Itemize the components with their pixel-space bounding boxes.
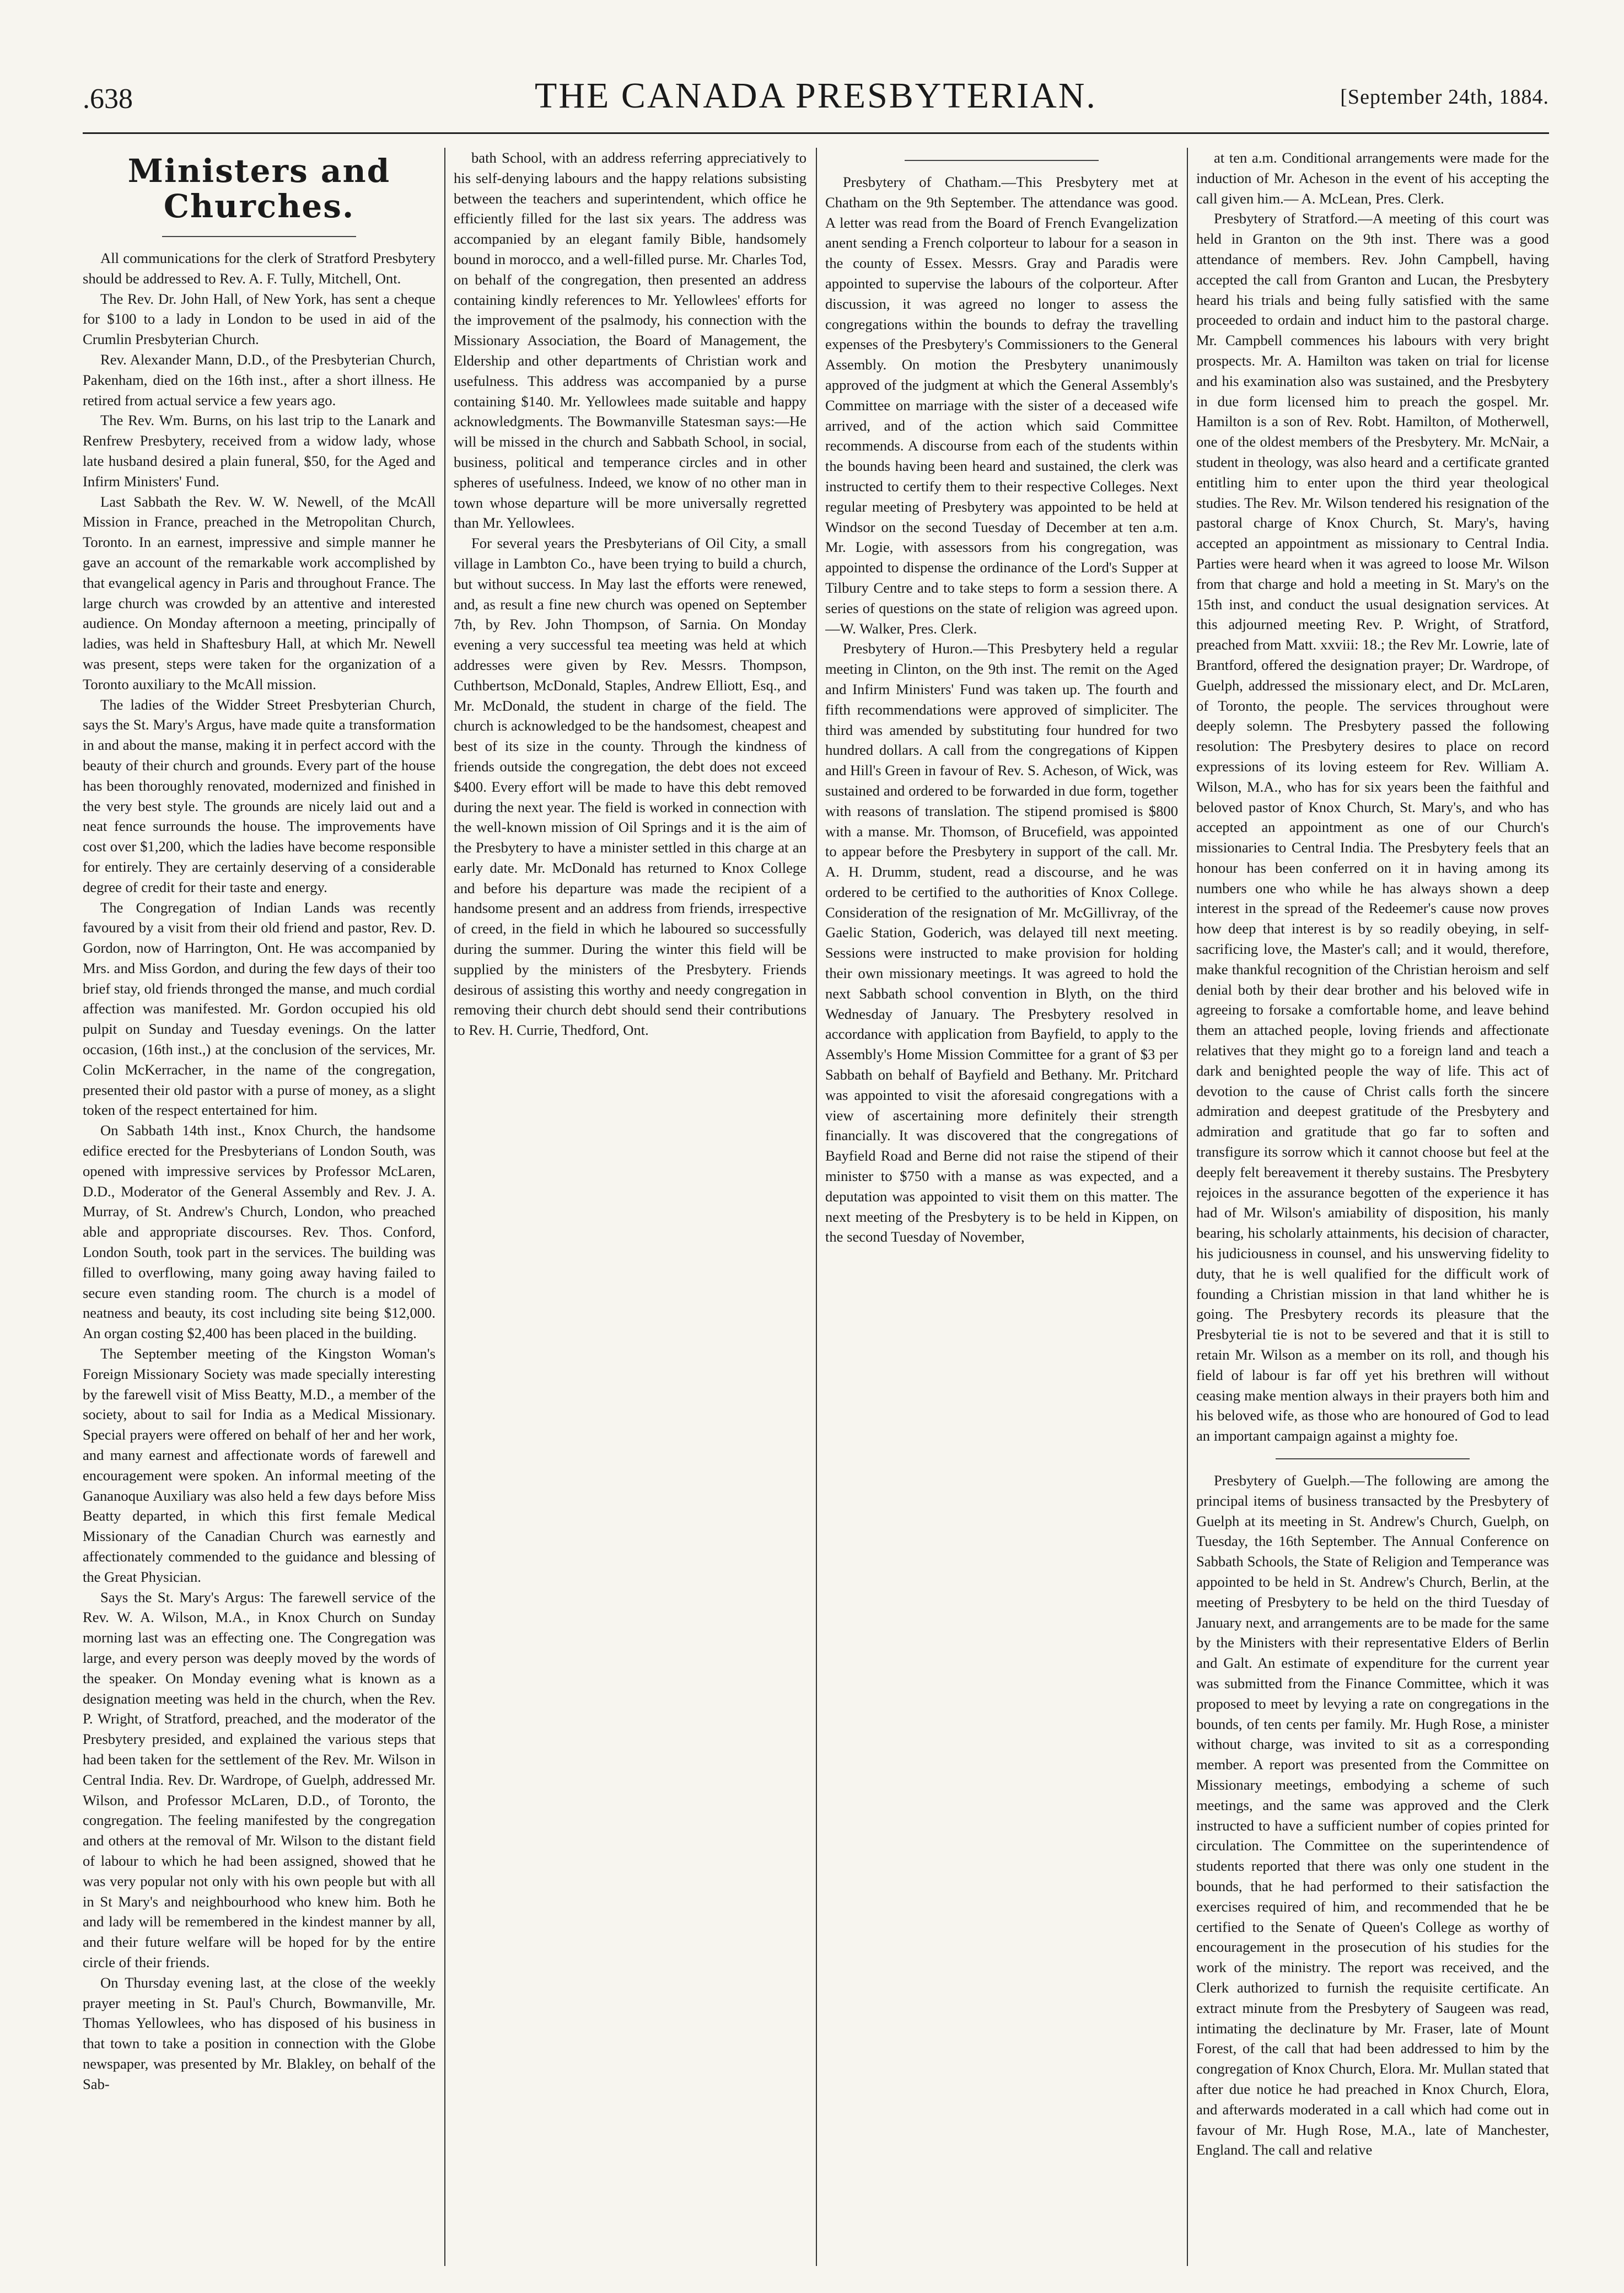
- column-divider: [444, 148, 445, 2266]
- article-paragraph: Presbytery of Guelph.—The following are among the principal items of business transacted by the Presbytery of Guelph at its meeting in St. Andrew's Church, Guelph, on Tuesday, the 16th September. The Annual Conference on Sabbath Schools, the State of Religion and Temperance was appointed to be held in St. Andrew's Church, Berlin, at the meeting of Presbytery to be held on the third Tuesday of January next, and arrangements are to be made for the same by the Ministers with their representative Elders of Berlin and Galt. An estimate of expenditure for the current year was submitted from the Finance Committee, which it was proposed to meet by levying a rate on congregations in the bounds, of ten cents per family. Mr. Hugh Rose, a minister without charge, was invited to sit as a corresponding member. A report was presented from the Committee on Missionary meetings, embodying a scheme of such meetings, and the same was approved and the Clerk instructed to have a sufficient number of copies printed for circulation. The Committee on the superintendence of students reported that there was only one student in the bounds, that he had performed to their satisfaction the exercises required of him, and recommended that he be certified to the Senate of Queen's College as worthy of encouragement in the prosecution of his studies for the work of the ministry. The report was received, and the Clerk authorized to furnish the requisite certificate. An extract minute from the Presbytery of Saugeen was read, intimating the declinature by Mr. Fraser, late of Mount Forest, of the call that had been addressed to him by the congregation of Knox Church, Elora. Mr. Mullan stated that after due notice he had preached in Knox Church, Elora, and afterwards moderated in a call which had come out in favour of Mr. Hugh Rose, M.A., late of Manchester, England. The call and relative: [1196, 1472, 1549, 2158]
- journal-title: THE CANADA PRESBYTERIAN.: [535, 76, 1097, 116]
- article-paragraph: The Rev. Dr. John Hall, of New York, has sent a cheque for $100 to a lady in London to be used in aid of the Crumlin Presbyterian Church.: [83, 290, 435, 348]
- article-paragraph: Presbytery of Stratford.—A meeting of this court was held in Granton on the 9th inst. There was a good attendance of members. Rev. John Campbell, having accepted the call from Granton and Lucan, the Presbytery heard his trials and being fully satisfied with the same proceeded to ordain and induct him to the pastoral charge. Mr. Campbell commences his labours with very bright prospects. Mr. A. Hamilton was taken on trial for license and his examination also was sustained, and the Presbytery in due form licensed him to preach the gospel. Mr. Hamilton is a son of Rev. Robt. Hamilton, of Motherwell, one of the oldest members of the Presbytery. Mr. McNair, a student in theology, was also heard and a certificate granted entitling him to enter upon the third year theological studies. The Rev. Mr. Wilson tendered his resignation of the pastoral charge of Knox Church, St. Mary's, having accepted an appointment as missionary to Central India. Parties were heard when it was agreed to loose Mr. Wilson from that charge and hold a meeting in St. Mary's on the 15th inst, and conduct the usual designation services. At this adjourned meeting Rev. P. Wright, of Stratford, preached from Matt. xxviii: 18.; the Rev Mr. Lowrie, late of Brantford, offered the designation prayer; Dr. Wardrope, of Guelph, addressed the missionary elect, and Dr. McLaren, of Toronto, the people. The services throughout were deeply solemn. The Presbytery passed the following resolution: The Presbytery desires to place on record expressions of its loving esteem for Rev. William A. Wilson, M.A., who has for six years been the faithful and beloved pastor of Knox Church, St. Mary's, and who has accepted an appointment as one of our Church's missionaries to Central India. The Presbytery feels that an honour has been conferred on it in having among its numbers one who while he has always shown a deep interest in the spread of the Redeemer's cause now proves how deep that interest is by so readily obeying, in self-sacrificing love, the Master's call; and it would, therefore, make thankful recognition of the Christian heroism and self denial both by their dear brother and his beloved wife in agreeing to forsake a comfortable home, and leave behind them an attached people, loving friends and affectionate relatives that they might go to a foreign land and teach a dark and benighted people the way of life. This act of devotion to the cause of Christ calls forth the sincere admiration and deepest gratitude of the Presbytery and admiration and gratitude that go far to soften and transfigure its sorrow which it cannot choose but feel at the deeply felt bereavement it thereby sustains. The Presbytery rejoices in the assurance begotten of the experience it has had of Mr. Wilson's amiability of disposition, his manly bearing, his scholarly attainments, his decision of character, his judiciousness in counsel, and his unswerving fidelity to duty, that he is well qualified for the difficult work of founding a Christian mission in that land whither he is going. The Presbytery records its pleasure that the Presbyterial tie is not to be severed and that it is still to retain Mr. Wilson as a member on its roll, and though his field of labour is far off yet his brethren will without ceasing make mention always in their prayers both him and his beloved wife, as those who are honoured of God to lead an important campaign against a mighty foe.: [1196, 210, 1549, 1444]
- article-paragraph: For several years the Presbyterians of Oil City, a small village in Lambton Co., have been trying to build a church, but without success. In May last the efforts were renewed, and, as result a fine new church was opened on September 7th, by Rev. John Thompson, of Sarnia. On Monday evening a very successful tea meeting was held at which addresses were given by Rev. Messrs. Thompson, Cuthbertson, McDonald, Staples, Andrew Elliott, Esq., and Mr. McDonald, the student in charge of the field. The church is acknowledged to be the handsomest, cheapest and best of its size in the county. Through the kindness of friends outside the congregation, the debt does not exceed $400. Every effort will be made to have this debt removed during the next year. The field is worked in connection with the well-known mission of Oil Springs and it is the aim of the Presbytery to have a minister settled in this charge at an early date. Mr. McDonald has returned to Knox College and before his departure was made the recipient of a handsome present and an address from friends, irrespective of creed, in the field in which he laboured so successfully during the summer. During the winter this field will be supplied by the ministers of the Presbytery. Friends desirous of assisting this worthy and needy congregation in removing their church debt should send their contributions to Rev. H. Currie, Thedford, Ont.: [454, 535, 806, 1039]
- column-4: [1196, 148, 1549, 2266]
- column-2: [454, 148, 806, 2266]
- issue-date: [September 24th, 1884.: [1340, 85, 1549, 109]
- article-paragraph: Rev. Alexander Mann, D.D., of the Presbyterian Church, Pakenham, died on the 16th inst., after a short illness. He retired from actual service a few years ago.: [83, 351, 435, 409]
- column-3: [825, 148, 1178, 2266]
- article-paragraph: The Congregation of Indian Lands was recently favoured by a visit from their old friend and pastor, Rev. D. Gordon, now of Harrington, Ont. He was accompanied by Mrs. and Miss Gordon, and during the few days of their too brief stay, old friends thronged the manse, and much cordial affection was manifested. Mr. Gordon occupied his old pulpit on Sunday and Tuesday evenings. On the latter occasion, (16th inst.,) at the conclusion of the services, Mr. Colin McKerracher, in the name of the congregation, presented their old pastor with a purse of money, as a slight token of the respect entertained for him.: [83, 899, 435, 1119]
- column-1: [83, 148, 435, 2266]
- column-3-text: [825, 160, 1178, 1247]
- article-paragraph: Says the St. Mary's Argus: The farewell service of the Rev. W. A. Wilson, M.A., in Knox Church on Sunday morning last was an effecting one. The Congregation was large, and every person was deeply moved by the words of the speaker. On Monday evening what is known as a designation meeting was held in the church, when the Rev. P. Wright, of Stratford, preached, and the moderator of the Presbytery presided, and explained the various steps that had been taken for the settlement of the Rev. Mr. Wilson in Central India. Rev. Dr. Wardrope, of Guelph, addressed Mr. Wilson, and Professor McLaren, D.D., of Toronto, the congregation. The feeling manifested by the congregation and others at the removal of Mr. Wilson to the distant field of labour to which he had been assigned, showed that he was very popular not only with his own people but with all in St Mary's and neighbourhood who knew him. Both he and lady will be remembered in the kindest manner by all, and their future welfare will be hoped for by the entire circle of their friends.: [83, 1588, 435, 1970]
- article-paragraph: The ladies of the Widder Street Presbyterian Church, says the St. Mary's Argus, have made quite a transformation in and about the manse, making it in perfect accord with the beauty of their church and grounds. Every part of the house has been thoroughly renovated, modernized and finished in the very best style. The grounds are nicely laid out and a neat fence surrounds the house. The improvements have cost over $1,200, which the ladies have become responsible for entirely. They are certainly deserving of a considerable degree of credit for their taste and energy.: [83, 696, 435, 895]
- article-paragraph: Presbytery of Huron.—This Presbytery held a regular meeting in Clinton, on the 9th inst. The remit on the Aged and Infirm Ministers' Fund was taken up. The fourth and fifth recommendations were approved of simpliciter. The third was amended by substituting four hundred for two hundred dollars. A call from the congregations of Kippen and Hill's Green in favour of Rev. S. Acheson, of Wick, was sustained and ordered to be forwarded in due form, together with reasons of translation. The stipend promised is $800 with a manse. Mr. Thomson, of Brucefield, was appointed to appear before the Presbytery in support of the call. Mr. A. H. Drumm, student, read a discourse, and he was ordered to be certified to the authorities of Knox College. Consideration of the resignation of Mr. McGillivray, of the Gaelic Station, Goderich, was delayed till next meeting. Sessions were instructed to make provision for holding their own missionary meetings. It was agreed to hold the next Sabbath school convention in Blyth, on the third Wednesday of January. The Presbytery resolved in accordance with application from Bayfield, to apply to the Assembly's Home Mission Committee for a grant of $3 per Sabbath on behalf of Bayfield and Bethany. Mr. Pritchard was appointed to visit the aforesaid congregations with a view of ascertaining more definitely their strength financially. It was discovered that the congregations of Bayfield Road and Berne did not raise the stipend of their minister to $750 with a manse as was expected, and a deputation was appointed to visit them on this matter. The next meeting of the Presbytery is to be held in Kippen, on the second Tuesday of November,: [825, 640, 1178, 1245]
- page-number: .638: [83, 83, 133, 115]
- article-paragraph: On Thursday evening last, at the close of the weekly prayer meeting in St. Paul's Church, Bowmanville, Mr. Thomas Yellowlees, who has disposed of his business in that town to take a position in connection with the Globe newspaper, was presented by Mr. Blakley, on behalf of the Sab-: [83, 1974, 435, 2092]
- article-paragraph: The Rev. Wm. Burns, on his last trip to the Lanark and Renfrew Presbytery, received from a widow lady, whose late husband desired a plain funeral, $50, for the Aged and Infirm Ministers' Fund.: [83, 412, 435, 490]
- header-rule: [83, 132, 1549, 134]
- article-paragraph: at ten a.m. Conditional arrangements were made for the induction of Mr. Acheson in the event of his accepting the call given him.— A. McLean, Pres. Clerk.: [1196, 149, 1549, 207]
- columns: [83, 148, 1549, 2266]
- article-paragraph: bath School, with an address referring appreciatively to his self-denying labours and the happy relations subsisting between the teachers and superintendent, which office he efficiently filled for the last six years. The address was accompanied by an elegant family Bible, handsomely bound in morocco, and a well-filled purse. Mr. Charles Tod, on behalf of the congregation, then presented an address containing kindly references to Mr. Yellowlees' efforts for the improvement of the psalmody, his connection with the Missionary Association, the Board of Management, the Eldership and other departments of Christian work and usefulness. This address was accompanied by a purse containing $140. Mr. Yellowlees made suitable and happy acknowledgments. The Bowmanville Statesman says:—He will be missed in the church and Sabbath School, in social, business, political and temperance circles and in other spheres of usefulness. Indeed, we know of no other man in town whose departure will be more universally regretted than Mr. Yellowlees.: [454, 149, 806, 531]
- article-paragraph: Presbytery of Chatham.—This Presbytery met at Chatham on the 9th September. The attendance was good. A letter was read from the Board of French Evangelization anent sending a French colporteur to labour for a season in the county of Essex. Messrs. Gray and Paradis were appointed to supervise the labours of the colporteur. After discussion, it was agreed no longer to assess the congregations within the bounds to defray the travelling expenses of the Presbytery's Commissioners to the General Assembly. On motion the Presbytery unanimously approved of the judgment at which the General Assembly's Committee on marriage with the sister of a deceased wife arrived, and of the action which said Committee recommends. A discourse from each of the students within the bounds having been heard and sustained, the clerk was instructed to certify them to their respective Colleges. Next regular meeting of Presbytery was appointed to be held at Windsor on the second Tuesday of December at ten a.m. Mr. Logie, with assessors from his congregation, was appointed to dispense the ordinance of the Lord's Supper at Tilbury Centre and to take steps to form a session there. A series of questions on the state of religion was agreed upon.—W. Walker, Pres. Clerk.: [825, 174, 1178, 637]
- article-paragraph: Last Sabbath the Rev. W. W. Newell, of the McAll Mission in France, preached in the Metropolitan Church, Toronto. In an earnest, impressive and simple manner he gave an account of the remarkable work accomplished by that evangelical agency in Paris and throughout France. The large church was crowded by an attentive and interested audience. On Monday afternoon a meeting, principally of ladies, was held in Shaftesbury Hall, at which Mr. Newell was present, steps were taken for the organization of a Toronto auxiliary to the McAll mission.: [83, 493, 435, 692]
- column-2-text: [454, 148, 806, 1040]
- section-title: Ministers and Churches.: [127, 152, 391, 225]
- column-divider: [1187, 148, 1188, 2266]
- column-4-text: [1196, 148, 1549, 2160]
- article-paragraph: On Sabbath 14th inst., Knox Church, the handsome edifice erected for the Presbyterians of London South, was opened with impressive services by Professor McLaren, D.D., Moderator of the General Assembly and Rev. J. A. Murray, of St. Andrew's Church, London, who preached able and appropriate discourses. Rev. Thos. Conford, London South, took part in the services. The building was filled to overflowing, many going away having failed to secure even standing room. The church is a model of neatness and beauty, its cost including site being $12,000. An organ costing $2,400 has been placed in the building.: [83, 1122, 435, 1342]
- article-paragraph: All communications for the clerk of Stratford Presbytery should be addressed to Rev. A. F. Tully, Mitchell, Ont.: [83, 250, 435, 287]
- page-header: [83, 50, 1549, 132]
- article-paragraph: The September meeting of the Kingston Woman's Foreign Missionary Society was made specially interesting by the farewell visit of Miss Beatty, M.D., a member of the society, about to sail for India as a Medical Missionary. Special prayers were offered on behalf of her and her work, and many earnest and affectionate words of farewell and encouragement were spoken. An informal meeting of the Gananoque Auxiliary was also held a few days before Miss Beatty departed, in which this first female Medical Missionary of the Canadian Church was earnestly and affectionately commended to the guidance and blessing of the Great Physician.: [83, 1345, 435, 1585]
- column-1-text: [83, 248, 435, 2095]
- title-divider: [162, 236, 356, 237]
- report-divider: [1276, 1458, 1470, 1459]
- report-divider: [905, 160, 1099, 161]
- newspaper-page: [83, 50, 1549, 2266]
- column-divider: [816, 148, 817, 2266]
